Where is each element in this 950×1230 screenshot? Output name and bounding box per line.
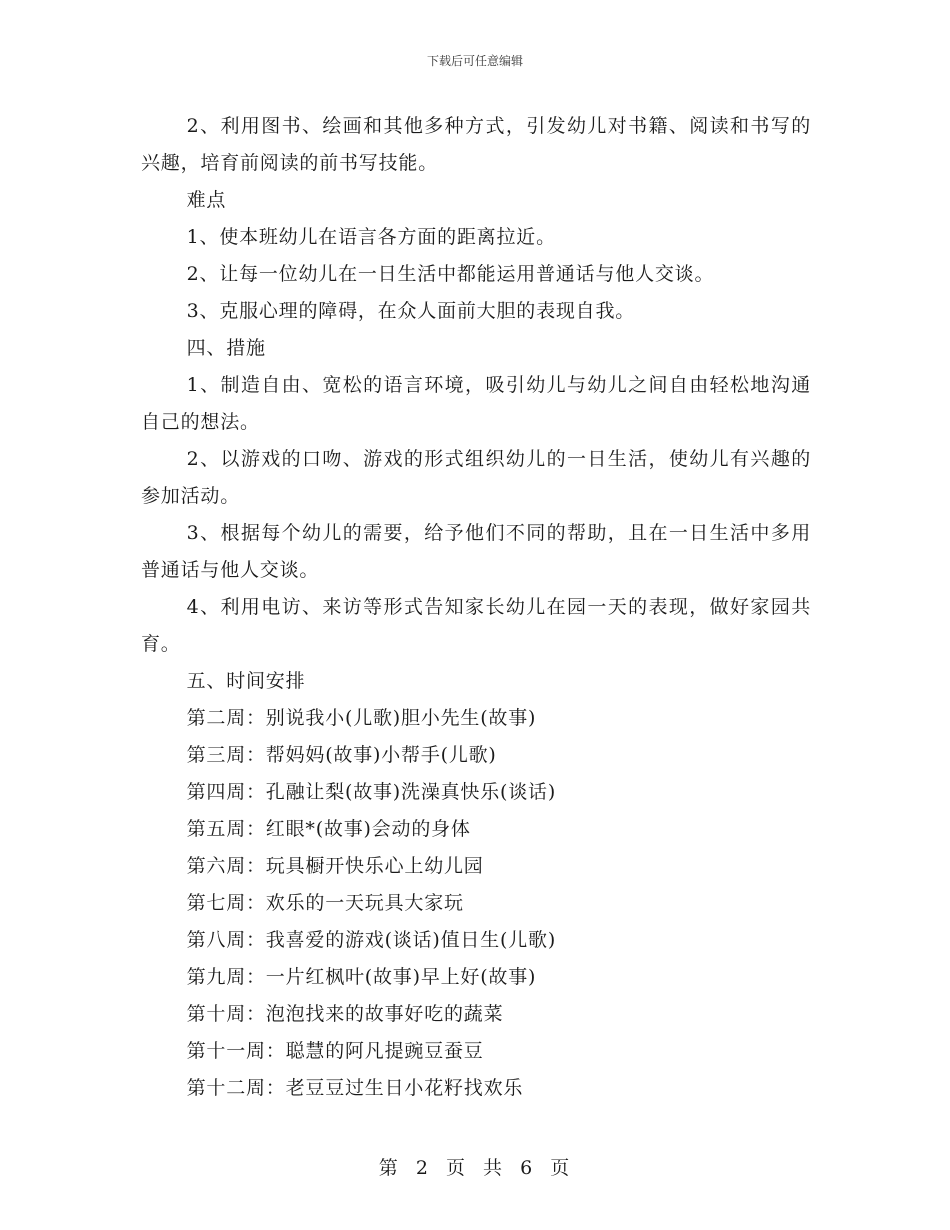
schedule-item: 第二周：别说我小(儿歌)胆小先生(故事) — [186, 707, 537, 729]
page-total-unit: 页 — [550, 1157, 572, 1179]
paragraph: 1、制造自由、宽松的语言环境，吸引幼儿与幼儿之间自由轻松地沟通自己的想法。 — [141, 374, 811, 433]
section-heading-measures: 四、措施 — [186, 337, 266, 359]
schedule-item: 第五周：红眼*(故事)会动的身体 — [186, 818, 471, 840]
paragraph: 3、根据每个幼儿的需要，给予他们不同的帮助，且在一日生活中多用普通话与他人交谈。 — [141, 522, 811, 581]
schedule-item: 第十周：泡泡找来的故事好吃的蔬菜 — [186, 1003, 504, 1025]
paragraph: 2、以游戏的口吻、游戏的形式组织幼儿的一日生活，使幼儿有兴趣的参加活动。 — [141, 448, 811, 507]
paragraph: 2、让每一位幼儿在一日生活中都能运用普通话与他人交谈。 — [186, 263, 715, 285]
current-page-number: 2 — [415, 1157, 430, 1179]
page-number-prefix: 第 — [378, 1157, 400, 1179]
schedule-item: 第十一周：聪慧的阿凡提豌豆蚕豆 — [186, 1040, 484, 1062]
section-heading-difficulty: 难点 — [186, 189, 227, 211]
schedule-item: 第十二周：老豆豆过生日小花籽找欢乐 — [186, 1077, 524, 1099]
page-footer — [0, 1153, 950, 1180]
paragraph: 4、利用电访、来访等形式告知家长幼儿在园一天的表现，做好家园共育。 — [141, 596, 811, 655]
schedule-item: 第八周：我喜爱的游戏(谈话)值日生(儿歌) — [186, 929, 557, 951]
paragraph: 2、利用图书、绘画和其他多种方式，引发幼儿对书籍、阅读和书写的兴趣，培育前阅读的前书写技能。 — [141, 115, 811, 174]
section-heading-schedule: 五、时间安排 — [186, 670, 306, 692]
page-number-unit: 页 — [445, 1157, 467, 1179]
total-page-count: 6 — [520, 1157, 535, 1179]
schedule-item: 第四周：孔融让梨(故事)洗澡真快乐(谈话) — [186, 781, 557, 803]
schedule-item: 第七周：欢乐的一天玩具大家玩 — [186, 892, 464, 914]
page-body — [141, 108, 811, 1107]
paragraph: 3、克服心理的障碍，在众人面前大胆的表现自我。 — [186, 300, 636, 322]
page-header: 下载后可任意编辑 — [426, 54, 523, 68]
paragraph: 1、使本班幼儿在语言各方面的距离拉近。 — [186, 226, 556, 248]
schedule-item: 第九周：一片红枫叶(故事)早上好(故事) — [186, 966, 537, 988]
schedule-item: 第三周：帮妈妈(故事)小帮手(儿歌) — [186, 744, 497, 766]
page-total-label: 共 — [483, 1157, 505, 1179]
schedule-item: 第六周：玩具橱开快乐心上幼儿园 — [186, 855, 484, 877]
